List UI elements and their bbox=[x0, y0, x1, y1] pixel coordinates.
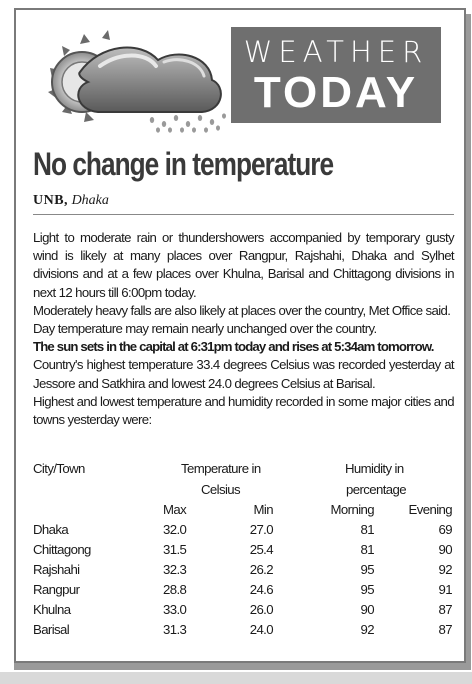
column-header-max: Max bbox=[163, 502, 187, 517]
min-temp-cell: 26.2 bbox=[249, 562, 273, 577]
column-header-temperature-unit: Celsius bbox=[201, 482, 241, 497]
table-row bbox=[33, 620, 454, 639]
min-temp-cell: 26.0 bbox=[249, 602, 273, 617]
frame-shadow bbox=[466, 14, 471, 669]
table-row bbox=[33, 580, 454, 599]
city-cell: Barisal bbox=[33, 622, 70, 637]
city-cell: Chittagong bbox=[33, 542, 91, 557]
morning-humidity-cell: 90 bbox=[360, 602, 374, 617]
byline-source: UNB, bbox=[33, 193, 69, 208]
table-row bbox=[33, 560, 454, 579]
max-temp-cell: 31.5 bbox=[163, 542, 187, 557]
column-header-humidity-unit: percentage bbox=[346, 482, 406, 497]
byline bbox=[33, 193, 109, 209]
max-temp-cell: 32.3 bbox=[163, 562, 187, 577]
city-cell: Rajshahi bbox=[33, 562, 80, 577]
morning-humidity-cell: 92 bbox=[360, 622, 374, 637]
morning-humidity-cell: 95 bbox=[360, 562, 374, 577]
max-temp-cell: 32.0 bbox=[163, 522, 187, 537]
evening-humidity-cell: 69 bbox=[438, 522, 452, 537]
evening-humidity-cell: 90 bbox=[438, 542, 452, 557]
sun-times-paragraph: The sun sets in the capital at 6:31pm today and rises at 5:34am tomorrow. bbox=[33, 339, 434, 355]
column-header-evening: Evening bbox=[408, 502, 452, 517]
evening-humidity-cell: 91 bbox=[438, 582, 452, 597]
min-temp-cell: 24.6 bbox=[249, 582, 273, 597]
paragraph: Light to moderate rain or thundershowers accompanied by temporary gusty wind is likely at many places over Rangpur, Rajshahi, Dhaka and Sylhet divisions and at a few places over Khulna, Barisal and Chittagong divisions in next 12 hours till 6:00pm today. bbox=[33, 230, 454, 300]
max-temp-cell: 28.8 bbox=[163, 582, 187, 597]
max-temp-cell: 33.0 bbox=[163, 602, 187, 617]
frame-shadow bbox=[14, 663, 471, 670]
min-temp-cell: 25.4 bbox=[249, 542, 273, 557]
table-row bbox=[33, 520, 454, 539]
morning-humidity-cell: 95 bbox=[360, 582, 374, 597]
city-cell: Rangpur bbox=[33, 582, 80, 597]
morning-humidity-cell: 81 bbox=[360, 542, 374, 557]
paragraph: Country's highest temperature 33.4 degrees Celsius was recorded yesterday at Jessore and Satkhira and lowest 24.0 degrees Celsius at Barisal. bbox=[33, 357, 454, 391]
evening-humidity-cell: 87 bbox=[438, 602, 452, 617]
max-temp-cell: 31.3 bbox=[163, 622, 187, 637]
table-row bbox=[33, 600, 454, 619]
table-row bbox=[33, 540, 454, 559]
article-body bbox=[33, 229, 454, 429]
paragraph: Highest and lowest temperature and humidity recorded in some major cities and towns yesterday were: bbox=[33, 393, 454, 428]
paragraph: Day temperature may remain nearly unchanged over the country. bbox=[33, 321, 377, 337]
morning-humidity-cell: 81 bbox=[360, 522, 374, 537]
column-header-humidity: Humidity in bbox=[345, 461, 404, 476]
min-temp-cell: 24.0 bbox=[249, 622, 273, 637]
banner-line-weather: WEATHER bbox=[243, 35, 429, 69]
byline-place: Dhaka bbox=[71, 193, 109, 208]
column-header-city: City/Town bbox=[33, 461, 85, 476]
table-subheader-row bbox=[33, 500, 454, 519]
city-cell: Khulna bbox=[33, 602, 71, 617]
article-headline: No change in temperature bbox=[33, 146, 334, 182]
column-header-temperature: Temperature in bbox=[181, 461, 261, 476]
banner-line-today: TODAY bbox=[253, 68, 419, 117]
byline-divider bbox=[33, 214, 454, 215]
sun-cloud-rain-icon bbox=[40, 26, 232, 134]
column-header-morning: Morning bbox=[330, 502, 374, 517]
weather-today-banner bbox=[231, 27, 441, 123]
evening-humidity-cell: 87 bbox=[438, 622, 452, 637]
min-temp-cell: 27.0 bbox=[249, 522, 273, 537]
evening-humidity-cell: 92 bbox=[438, 562, 452, 577]
page-bottom-edge bbox=[0, 672, 472, 684]
paragraph: Moderately heavy falls are also likely at places over the country, Met Office said. bbox=[33, 302, 451, 318]
city-cell: Dhaka bbox=[33, 522, 69, 537]
column-header-min: Min bbox=[253, 502, 273, 517]
